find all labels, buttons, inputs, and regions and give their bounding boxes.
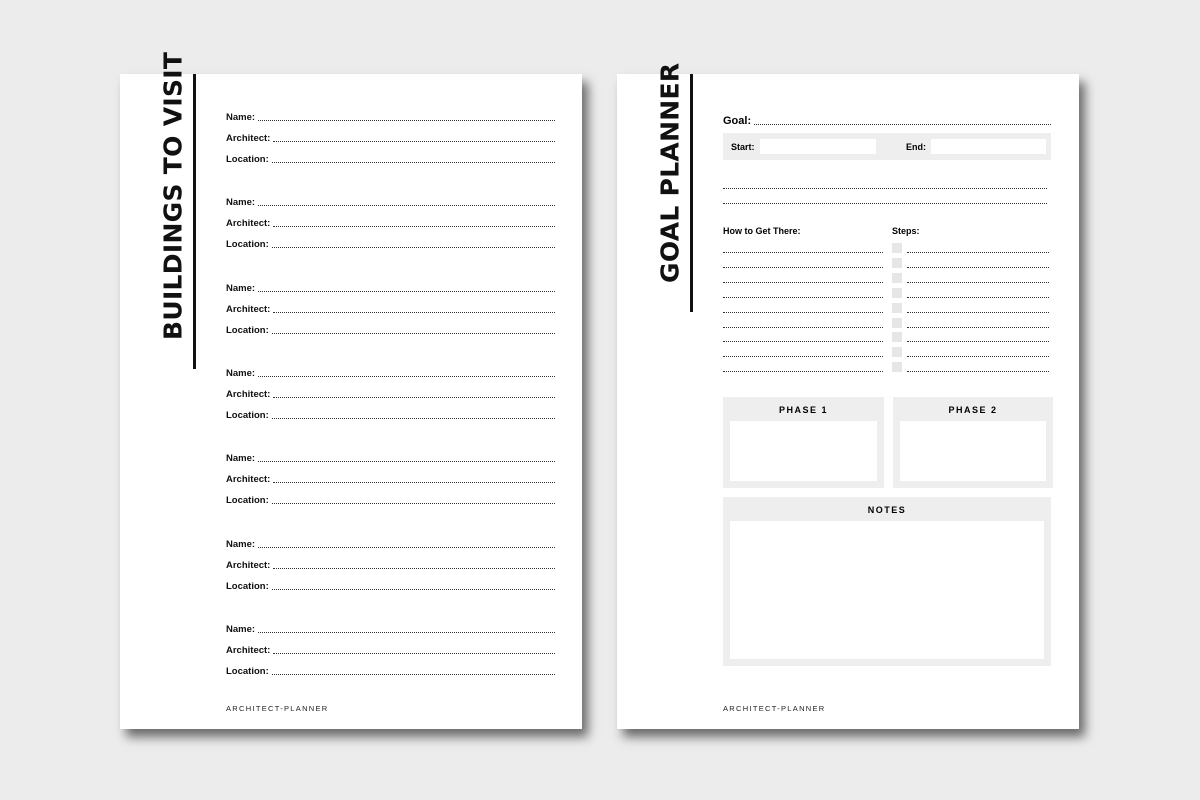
entry-location-field[interactable] (226, 492, 555, 506)
entry-name-label: Name: (226, 367, 256, 379)
entry-architect-line[interactable] (273, 653, 555, 654)
notes-field[interactable] (730, 521, 1044, 659)
entry-location-label: Location: (226, 324, 269, 336)
footer-brand: ARCHITECT-PLANNER (723, 704, 826, 713)
step-checkbox[interactable] (892, 318, 902, 328)
entry-location-line[interactable] (272, 418, 555, 419)
how-to-get-there-label: How to Get There: (723, 226, 801, 236)
step-line[interactable] (907, 252, 1049, 253)
entry-location-line[interactable] (272, 162, 555, 163)
entry-architect-line[interactable] (273, 226, 555, 227)
notes-label: NOTES (867, 505, 907, 515)
how-to-line[interactable] (723, 252, 883, 253)
end-date-field[interactable] (931, 139, 1046, 154)
how-to-line[interactable] (723, 297, 883, 298)
how-to-line[interactable] (723, 312, 883, 313)
step-line[interactable] (907, 371, 1049, 372)
entry-name-label: Name: (226, 197, 256, 209)
entry-name-field[interactable] (226, 536, 555, 550)
entry-architect-field[interactable] (226, 642, 555, 656)
entry-architect-label: Architect: (226, 559, 271, 571)
start-label: Start: (731, 142, 755, 152)
step-line[interactable] (907, 341, 1049, 342)
entry-location-line[interactable] (272, 503, 555, 504)
goal-label: Goal: (723, 115, 752, 127)
entry-name-label: Name: (226, 453, 256, 465)
entry-location-line[interactable] (272, 247, 555, 248)
entry-name-field[interactable] (226, 280, 555, 294)
entry-architect-field[interactable] (226, 557, 555, 571)
entry-architect-line[interactable] (273, 141, 555, 142)
entry-architect-label: Architect: (226, 133, 271, 144)
entry-architect-label: Architect: (226, 644, 271, 656)
step-line[interactable] (907, 327, 1049, 328)
phase-1-label: PHASE 1 (778, 405, 828, 415)
entry-architect-line[interactable] (273, 312, 555, 313)
end-label: End: (906, 142, 926, 152)
entry-architect-label: Architect: (226, 303, 271, 315)
entry-name-field[interactable] (226, 621, 555, 635)
entry-name-line[interactable] (258, 291, 555, 292)
entry-name-line[interactable] (258, 376, 555, 377)
step-line[interactable] (907, 297, 1049, 298)
phase-2-field[interactable] (900, 421, 1046, 481)
title-rule (690, 74, 693, 312)
entry-location-label: Location: (226, 495, 269, 507)
steps-label: Steps: (892, 226, 920, 236)
entry-location-line[interactable] (272, 333, 555, 334)
entry-name-line[interactable] (258, 632, 555, 633)
entry-location-line[interactable] (272, 589, 555, 590)
phase-2-box (893, 397, 1053, 488)
step-checkbox[interactable] (892, 362, 902, 372)
step-checkbox[interactable] (892, 347, 902, 357)
step-checkbox[interactable] (892, 273, 902, 283)
step-checkbox[interactable] (892, 332, 902, 342)
entry-architect-label: Architect: (226, 218, 271, 230)
entry-location-field[interactable] (226, 407, 555, 421)
entry-architect-field[interactable] (226, 386, 555, 400)
goal-detail-line[interactable] (723, 188, 1047, 189)
step-line[interactable] (907, 312, 1049, 313)
start-date-field[interactable] (760, 139, 876, 154)
entry-architect-field[interactable] (226, 471, 555, 485)
entry-architect-line[interactable] (273, 482, 555, 483)
entry-architect-field[interactable] (226, 301, 555, 315)
entry-architect-label: Architect: (226, 474, 271, 486)
page-title: BUILDINGS TO VISIT (158, 51, 188, 340)
phase-1-box (723, 397, 884, 488)
buildings-to-visit-page (120, 51, 582, 729)
how-to-line[interactable] (723, 282, 883, 283)
title-rule (193, 74, 196, 369)
goal-field[interactable] (723, 111, 1051, 127)
how-to-line[interactable] (723, 356, 883, 357)
step-checkbox[interactable] (892, 288, 902, 298)
how-to-line[interactable] (723, 341, 883, 342)
entry-name-label: Name: (226, 538, 256, 550)
phase-2-label: PHASE 2 (948, 405, 998, 415)
entry-name-field[interactable] (226, 109, 555, 123)
entry-architect-line[interactable] (273, 397, 555, 398)
entry-architect-field[interactable] (226, 215, 555, 229)
entry-name-label: Name: (226, 112, 256, 123)
step-line[interactable] (907, 267, 1049, 268)
entry-name-line[interactable] (258, 120, 555, 121)
entry-name-label: Name: (226, 623, 256, 635)
dates-box (723, 133, 1051, 160)
entry-name-field[interactable] (226, 194, 555, 208)
entry-name-line[interactable] (258, 461, 555, 462)
step-line[interactable] (907, 356, 1049, 357)
entry-name-label: Name: (226, 282, 256, 294)
entry-name-field[interactable] (226, 365, 555, 379)
entry-architect-label: Architect: (226, 388, 271, 400)
phase-1-field[interactable] (730, 421, 877, 481)
entry-architect-line[interactable] (273, 568, 555, 569)
entry-location-label: Location: (226, 580, 269, 592)
how-to-line[interactable] (723, 371, 883, 372)
how-to-line[interactable] (723, 327, 883, 328)
goal-line[interactable] (754, 124, 1051, 125)
entry-name-field[interactable] (226, 450, 555, 464)
entry-location-line[interactable] (272, 674, 555, 675)
entry-location-field[interactable] (226, 663, 555, 677)
entry-architect-field[interactable] (226, 130, 555, 144)
entry-location-field[interactable] (226, 151, 555, 165)
entry-location-label: Location: (226, 239, 269, 251)
step-line[interactable] (907, 282, 1049, 283)
page-title-block (150, 51, 196, 369)
entry-location-field[interactable] (226, 322, 555, 336)
how-to-line[interactable] (723, 267, 883, 268)
step-checkbox[interactable] (892, 303, 902, 313)
entry-location-label: Location: (226, 154, 269, 165)
entry-location-label: Location: (226, 409, 269, 421)
page-title-block (647, 62, 693, 312)
page-title: GOAL PLANNER (655, 62, 685, 283)
goal-planner-page (617, 62, 1079, 729)
entry-location-field[interactable] (226, 578, 555, 592)
goal-detail-line[interactable] (723, 203, 1047, 204)
step-checkbox[interactable] (892, 243, 902, 253)
entry-name-line[interactable] (258, 547, 555, 548)
entry-location-label: Location: (226, 665, 269, 677)
entry-location-field[interactable] (226, 236, 555, 250)
step-checkbox[interactable] (892, 258, 902, 268)
notes-box (723, 497, 1051, 666)
entry-name-line[interactable] (258, 205, 555, 206)
footer-brand: ARCHITECT-PLANNER (226, 704, 329, 713)
